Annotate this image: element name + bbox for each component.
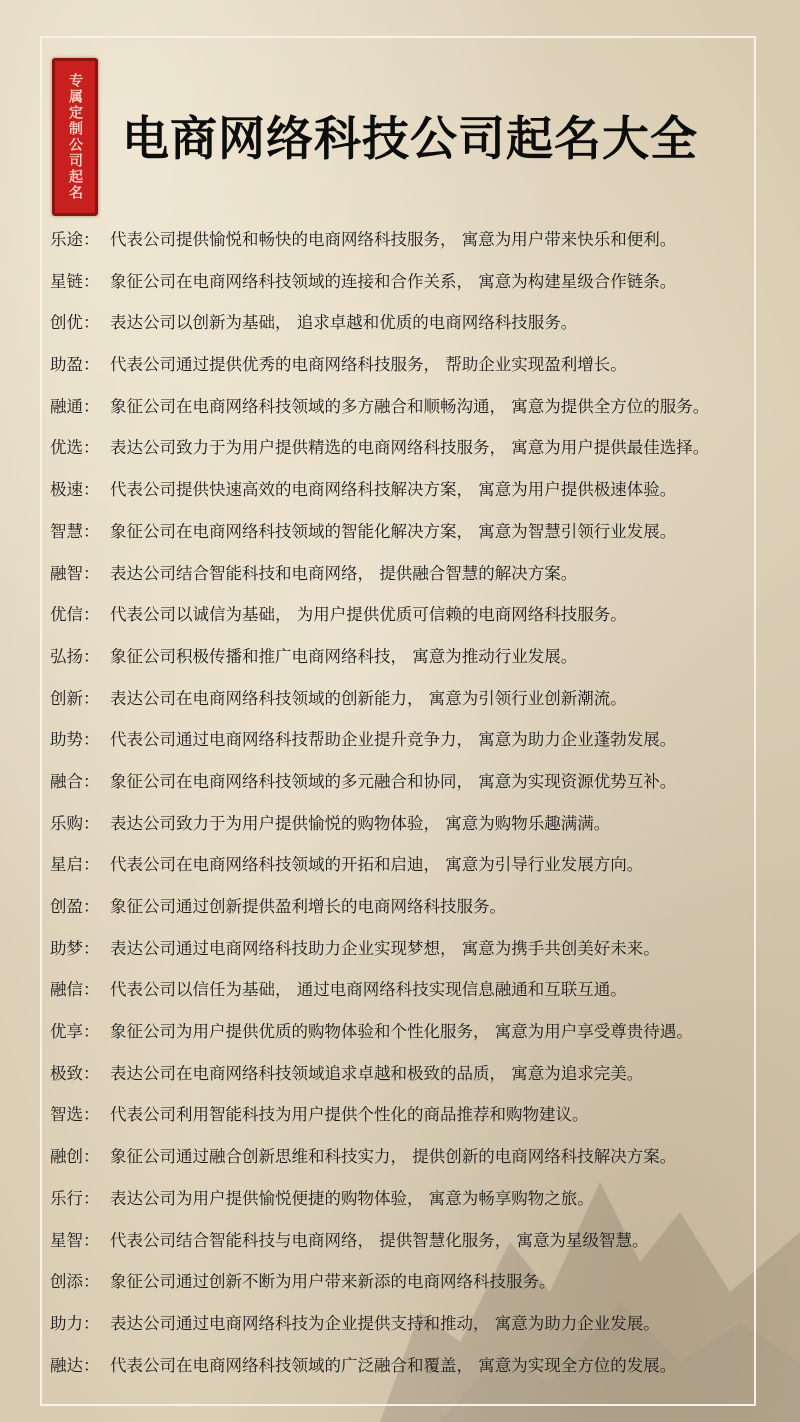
entry-description: 代表公司在电商网络科技领域的开拓和启迪， 寓意为引导行业发展方向。 (110, 855, 644, 875)
entry-description: 表达公司通过电商网络科技为企业提供支持和推动， 寓意为助力企业发展。 (110, 1313, 660, 1333)
seal-text: 专属定制公司起名 (67, 73, 83, 201)
entry-description: 代表公司通过提供优秀的电商网络科技服务， 帮助企业实现盈利增长。 (110, 355, 627, 375)
entry-description: 代表公司利用智能科技为用户提供个性化的商品推荐和购物建议。 (110, 1105, 589, 1125)
list-item (50, 434, 770, 476)
entry-name: 乐行： (50, 1188, 100, 1208)
list-item (50, 1018, 770, 1060)
entry-name: 融信： (50, 980, 100, 1000)
entry-name: 助梦： (50, 938, 100, 958)
entry-description: 象征公司积极传播和推广电商网络科技， 寓意为推动行业发展。 (110, 646, 578, 666)
entry-name: 乐途： (50, 230, 100, 249)
entry-name: 融通： (50, 396, 100, 416)
entry-description: 代表公司结合智能科技与电商网络， 提供智慧化服务， 寓意为星级智慧。 (110, 1230, 649, 1250)
entry-description: 象征公司通过融合创新思维和科技实力， 提供创新的电商网络科技解决方案。 (110, 1147, 677, 1167)
entry-name: 星链： (50, 271, 100, 291)
entry-name: 融创： (50, 1147, 100, 1167)
list-item (50, 1060, 770, 1102)
entry-description: 代表公司以诚信为基础， 为用户提供优质可信赖的电商网络科技服务。 (110, 605, 627, 625)
entry-name: 创新： (50, 688, 100, 708)
entry-name: 星启： (50, 855, 100, 875)
list-item (50, 560, 770, 602)
list-item (50, 1268, 770, 1310)
entry-name: 助盈： (50, 355, 100, 375)
red-seal-stamp (52, 58, 98, 216)
list-item (50, 893, 770, 935)
entry-description: 象征公司在电商网络科技领域的智能化解决方案， 寓意为智慧引领行业发展。 (110, 521, 677, 541)
entry-name: 星智： (50, 1230, 100, 1250)
entry-name: 弘扬： (50, 646, 100, 666)
list-item (50, 1143, 770, 1185)
entry-description: 代表公司在电商网络科技领域的广泛融合和覆盖， 寓意为实现全方位的发展。 (110, 1355, 677, 1375)
list-item (50, 851, 770, 893)
entry-description: 象征公司在电商网络科技领域的多元融合和协同， 寓意为实现资源优势互补。 (110, 771, 677, 791)
entry-description: 象征公司为用户提供优质的购物体验和个性化服务， 寓意为用户享受尊贵待遇。 (110, 1022, 693, 1042)
entry-name: 乐购： (50, 813, 100, 833)
list-item (50, 643, 770, 685)
entry-name: 创添： (50, 1272, 100, 1292)
list-item (50, 393, 770, 435)
list-item (50, 1310, 770, 1352)
entry-name: 融达： (50, 1355, 100, 1375)
list-item (50, 768, 770, 810)
list-item (50, 1352, 770, 1394)
list-item (50, 685, 770, 727)
list-item (50, 935, 770, 977)
entry-name: 优信： (50, 605, 100, 625)
entry-description: 象征公司在电商网络科技领域的多方融合和顺畅沟通， 寓意为提供全方位的服务。 (110, 396, 710, 416)
list-item (50, 726, 770, 768)
list-item (50, 268, 770, 310)
list-item (50, 476, 770, 518)
page-title: 电商网络科技公司起名大全 (122, 112, 698, 167)
list-item (50, 1185, 770, 1227)
entry-description: 表达公司致力于为用户提供愉悦的购物体验， 寓意为购物乐趣满满。 (110, 813, 611, 833)
entry-name: 极速： (50, 480, 100, 500)
list-item (50, 226, 770, 268)
list-item (50, 601, 770, 643)
list-item (50, 309, 770, 351)
entry-description: 表达公司结合智能科技和电商网络， 提供融合智慧的解决方案。 (110, 563, 578, 583)
list-item (50, 1227, 770, 1269)
entry-description: 表达公司致力于为用户提供精选的电商网络科技服务， 寓意为用户提供最佳选择。 (110, 438, 710, 458)
entry-name: 极致： (50, 1063, 100, 1083)
entry-name: 助力： (50, 1313, 100, 1333)
entry-description: 代表公司通过电商网络科技帮助企业提升竞争力， 寓意为助力企业蓬勃发展。 (110, 730, 677, 750)
entry-name: 创盈： (50, 897, 100, 916)
entry-description: 表达公司在电商网络科技领域追求卓越和极致的品质， 寓意为追求完美。 (110, 1063, 644, 1083)
entry-name: 优选： (50, 438, 100, 458)
entry-name: 创优： (50, 313, 100, 333)
list-item (50, 976, 770, 1018)
entry-name: 智选： (50, 1105, 100, 1125)
entry-description: 代表公司以信任为基础， 通过电商网络科技实现信息融通和互联互通。 (110, 980, 627, 1000)
entry-description: 代表公司提供愉悦和畅快的电商网络科技服务， 寓意为用户带来快乐和便利。 (110, 230, 677, 249)
entry-description: 表达公司以创新为基础， 追求卓越和优质的电商网络科技服务。 (110, 313, 578, 333)
entry-name: 助势： (50, 730, 100, 750)
entry-name: 融智： (50, 563, 100, 583)
entry-name: 智慧： (50, 521, 100, 541)
entry-name: 优享： (50, 1022, 100, 1042)
entry-description: 代表公司提供快速高效的电商网络科技解决方案， 寓意为用户提供极速体验。 (110, 480, 677, 500)
entry-description: 表达公司为用户提供愉悦便捷的购物体验， 寓意为畅享购物之旅。 (110, 1188, 594, 1208)
entry-description: 象征公司通过创新不断为用户带来新添的电商网络科技服务。 (110, 1272, 556, 1292)
entry-name: 融合： (50, 771, 100, 791)
entry-description: 表达公司在电商网络科技领域的创新能力， 寓意为引领行业创新潮流。 (110, 688, 627, 708)
entry-description: 象征公司在电商网络科技领域的连接和合作关系， 寓意为构建星级合作链条。 (110, 271, 677, 291)
list-item (50, 351, 770, 393)
list-item (50, 518, 770, 560)
entry-description: 表达公司通过电商网络科技助力企业实现梦想， 寓意为携手共创美好未来。 (110, 938, 660, 958)
list-item (50, 810, 770, 852)
name-list (50, 226, 770, 1393)
list-item (50, 1101, 770, 1143)
entry-description: 象征公司通过创新提供盈利增长的电商网络科技服务。 (110, 897, 506, 916)
